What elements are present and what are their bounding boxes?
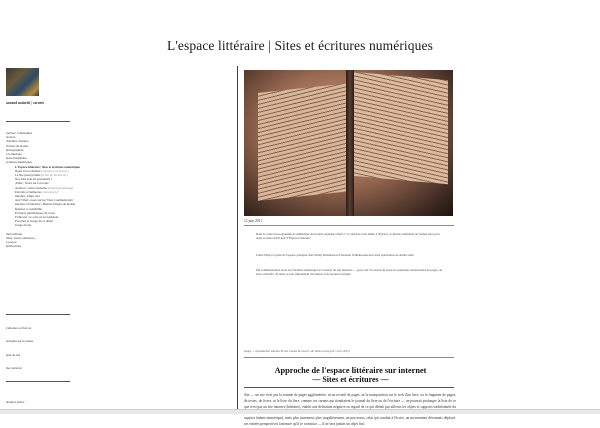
menu-item-hint: (réponse à un lecteur) bbox=[41, 168, 69, 173]
menu-item-label: Notes sur la sérialité bbox=[15, 168, 41, 173]
menu-item-label: Fichte.net | le web est un fondateur bbox=[15, 215, 59, 220]
sidebar-divider bbox=[6, 314, 70, 315]
rss-link[interactable]: s'abonner au flux rss bbox=[6, 326, 32, 330]
menu-item-label: Le Net (aussi) mime bbox=[15, 173, 41, 178]
menu-item-label: chantiers critiques bbox=[6, 139, 29, 144]
menu-item-label: à propos bbox=[6, 240, 17, 245]
menu-item-label: Aux Villes', notes sur les 'Tiers Communicants' bbox=[15, 198, 74, 203]
avatar[interactable] bbox=[6, 68, 39, 96]
site-plan-link[interactable]: plan du site bbox=[6, 353, 21, 357]
sidebar-item[interactable] bbox=[6, 244, 126, 248]
article-divider bbox=[244, 387, 454, 388]
intro-paragraph: Dans le cadre du programme de séminaires doctorants organisé à Paris 7 et consacré cette année à l'Espace, le dernier séminaire de l'année aura pour objet ce mercredi 8 juin "l'Espace Littéraire". bbox=[256, 232, 440, 241]
menu-item-hint: (fragments Autolog) bbox=[48, 185, 74, 190]
menu-item-label: fictions du monde bbox=[6, 143, 29, 148]
menu-item-label: L'Espace littéraire | Sites et écritures numériques bbox=[15, 164, 81, 169]
menu-item-label: à la musique bbox=[6, 152, 22, 157]
sidebar-menu bbox=[6, 131, 126, 248]
latest-texts-heading: derniers textes : bbox=[6, 400, 26, 404]
menu-item-label: Respirer et sensibilité bbox=[15, 206, 42, 211]
contact-link[interactable]: me contacter bbox=[6, 366, 22, 370]
menu-item-label: écritures numériques bbox=[6, 160, 32, 165]
menu-item-label: Portraits et mémoires bbox=[15, 189, 42, 194]
menu-item-label: Écritures (numériques) du corps bbox=[15, 210, 55, 215]
intro-paragraph: Ma communication porte sur l'écriture numérique et la notion du site littéraire — pour voir l'occasion de poser les questions transversales de pages, de sites collectifs, de liens, et tout simplement d'écritures et de lectures en ligne. bbox=[256, 268, 442, 277]
menu-item-label: Procéder la visage du ce désert bbox=[15, 219, 54, 224]
site-title[interactable]: L'espace littéraire | Sites et écritures numériques bbox=[167, 38, 433, 53]
main-content bbox=[238, 66, 463, 426]
menu-item-label: Usage du net bbox=[15, 223, 32, 228]
menu-item-label: notes marginales bbox=[6, 156, 27, 161]
sidebar-divider bbox=[6, 121, 70, 122]
menu-item-label: ¡Pixel ; Notes sur la lecture bbox=[15, 181, 49, 186]
horizontal-scrollbar[interactable] bbox=[0, 409, 600, 414]
network-link[interactable]: naviguer par le réseau bbox=[6, 339, 34, 343]
menu-item-label: lectures bbox=[6, 135, 16, 140]
menu-item-label: Internet et littérature | Illustres images du monde bbox=[15, 202, 76, 207]
article-title: Approche de l'espace littéraire sur internet bbox=[274, 366, 427, 375]
menu-item-label: publications bbox=[6, 244, 22, 249]
date-divider bbox=[244, 225, 454, 226]
article-body: Site — un site n'est pas la somme de pages agglomérées, ni un recueil de pages, ni la transposition sur le web d'un livre, ou le fragment de pages, de textes, de livres, ni le livre du livre, comme ces carnets qui tiendraient le journal du livre ou de l'écriture — on pourrait prolonger la liste de ce que n'est pas un site internet (littéraire), établir une définition négative en regard de ce qui définit par ailleurs les objets et supports traditionnels du support (même numérique), mais plus justement, plus singulièrement, un processus, celui qui conduit à l'écrire, un mouvement désormais déployé, ses entrées perspectives à mesure qu'il se constitue — il ne sera jamais un objet fini. bbox=[244, 393, 456, 426]
book-page-left bbox=[258, 83, 350, 201]
sidebar-divider bbox=[6, 381, 70, 382]
article-subtitle: — Sites et écritures — bbox=[312, 375, 389, 384]
intro-paragraph: Claire Hatyet a parlé de l'espace poétique chez Emily Dickinson et Fernando Schilderoeen des récits spéculaires de André Gide. bbox=[256, 253, 415, 257]
post-date: 12 juin 2011 bbox=[244, 219, 263, 223]
menu-item-hint: (le ton de Serlam ter) bbox=[41, 173, 68, 178]
menu-item-hint: | écouteurs.fr bbox=[42, 189, 59, 194]
caption-divider bbox=[244, 357, 454, 358]
menu-item-label: photographies bbox=[6, 147, 24, 152]
book-fold bbox=[346, 70, 354, 216]
article-photo[interactable] bbox=[244, 70, 453, 216]
menu-item-label: lieux, textes, annonces... bbox=[6, 235, 37, 240]
book-page-right bbox=[352, 72, 448, 184]
image-caption: Image — reproduction manuscrite des Cantos de Guerre, de Julien Gracq (cd. Corti, 2011) bbox=[244, 349, 350, 353]
menu-item-label: Archiver | notes éternelles bbox=[15, 185, 48, 190]
menu-item-label: interventions bbox=[6, 231, 23, 236]
menu-item-label: Internet | temps réel bbox=[15, 194, 40, 199]
menu-item-label: journal | contretemps bbox=[6, 131, 33, 135]
menu-item-label: Nos sites sont-ils personnels ? bbox=[15, 177, 53, 182]
author-name[interactable]: arnaud maïsetti | carnets bbox=[6, 101, 45, 105]
